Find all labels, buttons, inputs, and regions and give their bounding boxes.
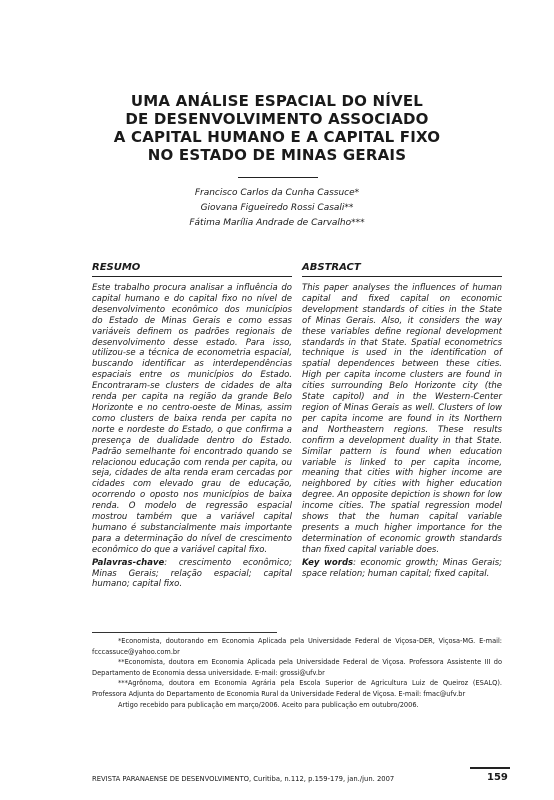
author-list bbox=[0, 186, 554, 231]
footnotes bbox=[92, 636, 502, 710]
author-name: Francisco Carlos da Cunha Cassuce* bbox=[194, 188, 360, 198]
resumo-keywords bbox=[92, 558, 292, 591]
page-number-rule bbox=[470, 767, 510, 769]
resumo-body: Este trabalho procura analisar a influência do capital humano e do capital fixo no nível de desenvolvimento econômico dos municípios do Estado de Minas Gerais e como essas variáveis definem os padrões regionais de desenvolvimento desse estado. Para isso, utilizou-se a técnica de econometria espacial, buscando identificar as interdependências espaciais entre os municípios do Estado. Encontraram-se clusters de cidades de alta renda per capita na região da grande Belo Horizonte e no centro-oeste de Minas, assim como clusters de baixa renda per capita no norte e nordeste do Estado, o que confirma a presença de dualidade dentro do Estado. Padrão semelhante foi encontrado quando se relacionou educação com renda per capita, ou seja, cidades de alta renda eram cercadas por cidades com elevado grau de educação, ocorrendo o oposto nos municípios de baixa renda. O modelo de regressão espacial mostrou também que a variável capital humano é substancialmente mais importante para a determinação do nível de crescimento econômico do que a variável capital fixo. bbox=[92, 283, 292, 555]
title-divider bbox=[238, 177, 318, 178]
paper-title bbox=[0, 92, 554, 164]
abstract-body: This paper analyses the influences of human capital and fixed capital on economic development standards of cities in the State of Minas Gerais. Also, it considers the way these variables define regional development standards in that State. Spatial econometrics technique is used in the identification of spatial dependences between these cities. High per capita income clusters are found in cities surrounding Belo Horizonte city (the State capitol) and in the Western-Center region of Minas Gerais as well. Clusters of low per capita income are found in its Northern and Northeastern regions. These results confirm a development duality in that State. Similar pattern is found when education variable is linked to per capita income, meaning that cities with higher income are neighbored by cities with higher education degree. An opposite depiction is shown for low income cities. The spatial regression model shows that the human capital variable presents a much higher importance for the determination of economic growth standards than fixed capital variable does. bbox=[302, 283, 502, 555]
keywords-text: : crescimento econômico; Minas Gerais; relação espacial; capital humano; capital fixo. bbox=[92, 557, 292, 590]
title-line: DE DESENVOLVIMENTO ASSOCIADO bbox=[125, 110, 429, 128]
title-line: A CAPITAL HUMANO E A CAPITAL FIXO bbox=[113, 128, 441, 146]
footnote: **Economista, doutora em Economia Aplicada pela Universidade Federal de Viçosa. Professora Assistente III do Departamento de Economia dessa universidade. E-mail: grossi@ufv.br bbox=[92, 658, 502, 677]
footnote-divider bbox=[92, 632, 277, 633]
resumo-column bbox=[92, 262, 292, 590]
journal-footer: REVISTA PARANAENSE DE DESENVOLVIMENTO, Curitiba, n.112, p.159-179, jan./jun. 2007 bbox=[92, 775, 395, 783]
resumo-heading: RESUMO bbox=[92, 262, 292, 277]
footnote: Artigo recebido para publicação em março/2006. Aceito para publicação em outubro/2006. bbox=[118, 700, 419, 709]
page-number: 159 bbox=[487, 772, 508, 783]
abstract-heading: ABSTRACT bbox=[302, 262, 502, 277]
title-line: UMA ANÁLISE ESPACIAL DO NÍVEL bbox=[130, 92, 424, 110]
abstract-column bbox=[302, 262, 502, 579]
author-name: Fátima Marília Andrade de Carvalho*** bbox=[189, 218, 365, 228]
author-name: Giovana Figueiredo Rossi Casali** bbox=[200, 203, 354, 213]
keywords-label: Palavras-chave bbox=[92, 557, 165, 568]
keywords-text: : economic growth; Minas Gerais; space relation; human capital; fixed capital. bbox=[302, 557, 502, 579]
abstract-keywords bbox=[302, 558, 502, 580]
keywords-label: Key words bbox=[302, 557, 354, 568]
footnote: ***Agrônoma, doutora em Economia Agrária pela Escola Superior de Agricultura Luiz de Queiroz (ESALQ). Professora Adjunta do Departamento de Economia Rural da Universidade Federal de Viçosa. E-mail: fmac@ufv.br bbox=[92, 679, 502, 698]
footnote: *Economista, doutorando em Economia Aplicada pela Universidade Federal de Viçosa-DER, Viçosa-MG. E-mail: fcccassuce@yahoo.com.br bbox=[92, 637, 502, 656]
title-line: NO ESTADO DE MINAS GERAIS bbox=[147, 146, 407, 164]
